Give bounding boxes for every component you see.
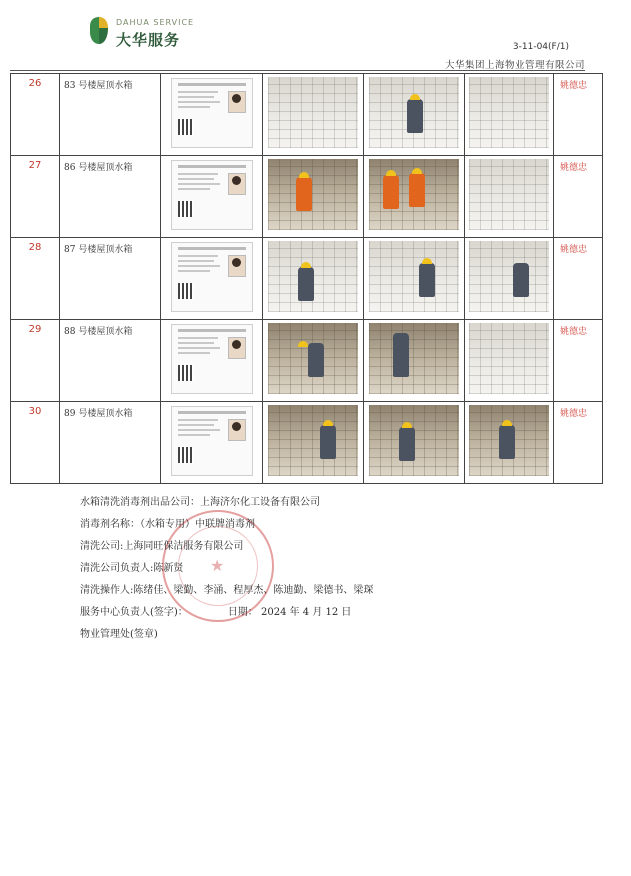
worker-certificate-image — [171, 242, 253, 312]
worker-certificate-image — [171, 78, 253, 148]
row-signer: 姚德忠 — [554, 320, 603, 402]
worker-certificate-image — [171, 160, 253, 230]
row-location: 86 号楼屋顶水箱 — [60, 156, 161, 238]
seal-star-icon: ★ — [210, 556, 225, 575]
row-number: 28 — [11, 238, 60, 320]
tank-photo-during — [369, 77, 459, 148]
table-row — [11, 74, 603, 156]
disinfectant-name: 消毒剂名称：（水箱专用）中联牌消毒剂 — [80, 519, 255, 530]
tank-photo-before — [268, 323, 358, 394]
company-name: 大华集团上海物业管理有限公司 — [444, 60, 585, 71]
row-location: 88 号楼屋顶水箱 — [60, 320, 161, 402]
table-row — [11, 402, 603, 484]
signature-date: 日期： 2024 年 4 月 12 日 — [227, 607, 352, 618]
tank-photo-before — [268, 159, 358, 230]
tank-photo-during — [369, 323, 459, 394]
logo-chinese: 大华服务 — [116, 31, 181, 49]
tank-photo-after — [469, 159, 549, 230]
service-center-signature-line — [80, 602, 373, 624]
row-signer: 姚德忠 — [554, 74, 603, 156]
cleaning-company-manager: 清洗公司负责人:陈新贤 — [80, 563, 184, 574]
row-signer: 姚德忠 — [554, 156, 603, 238]
tank-photo-during — [369, 159, 459, 230]
tank-photo-after — [469, 241, 549, 312]
row-number: 27 — [11, 156, 60, 238]
row-signer: 姚德忠 — [554, 238, 603, 320]
row-signer: 姚德忠 — [554, 402, 603, 484]
cleaning-company: 清洗公司:上海同旺保洁服务有限公司 — [80, 541, 244, 552]
row-location: 83 号楼屋顶水箱 — [60, 74, 161, 156]
worker-certificate-image — [171, 406, 253, 476]
table-row — [11, 156, 603, 238]
tank-photo-before — [268, 241, 358, 312]
property-office-seal-line: 物业管理处(签章) — [80, 629, 158, 640]
row-location: 87 号楼屋顶水箱 — [60, 238, 161, 320]
tank-photo-before — [268, 405, 358, 476]
tank-photo-during — [369, 241, 459, 312]
cleaning-record-table — [10, 73, 603, 484]
row-location: 89 号楼屋顶水箱 — [60, 402, 161, 484]
cleaning-operators: 清洗操作人:陈绪佳、梁勤、李涌、程厚杰、陈迪勤、梁德书、梁琛 — [80, 585, 374, 596]
tank-photo-after — [469, 405, 549, 476]
table-row — [11, 320, 603, 402]
tank-photo-after — [469, 77, 549, 148]
row-number: 26 — [11, 74, 60, 156]
dahua-logo — [88, 12, 208, 48]
tank-photo-before — [268, 77, 358, 148]
leaf-logo-icon — [88, 14, 110, 46]
disinfectant-manufacturer: 水箱清洗消毒剂出品公司：上海济尔化工设备有限公司 — [80, 497, 320, 508]
service-center-label: 服务中心负责人(签字)： — [80, 607, 188, 618]
logo-english: DAHUA SERVICE — [116, 18, 195, 27]
header-rule — [10, 70, 585, 71]
record-footer — [80, 492, 373, 646]
tank-photo-after — [469, 323, 549, 394]
row-number: 30 — [11, 402, 60, 484]
worker-certificate-image — [171, 324, 253, 394]
tank-photo-during — [369, 405, 459, 476]
row-number: 29 — [11, 320, 60, 402]
table-row — [11, 238, 603, 320]
document-number: 3-11-04(F/1) — [512, 42, 569, 52]
